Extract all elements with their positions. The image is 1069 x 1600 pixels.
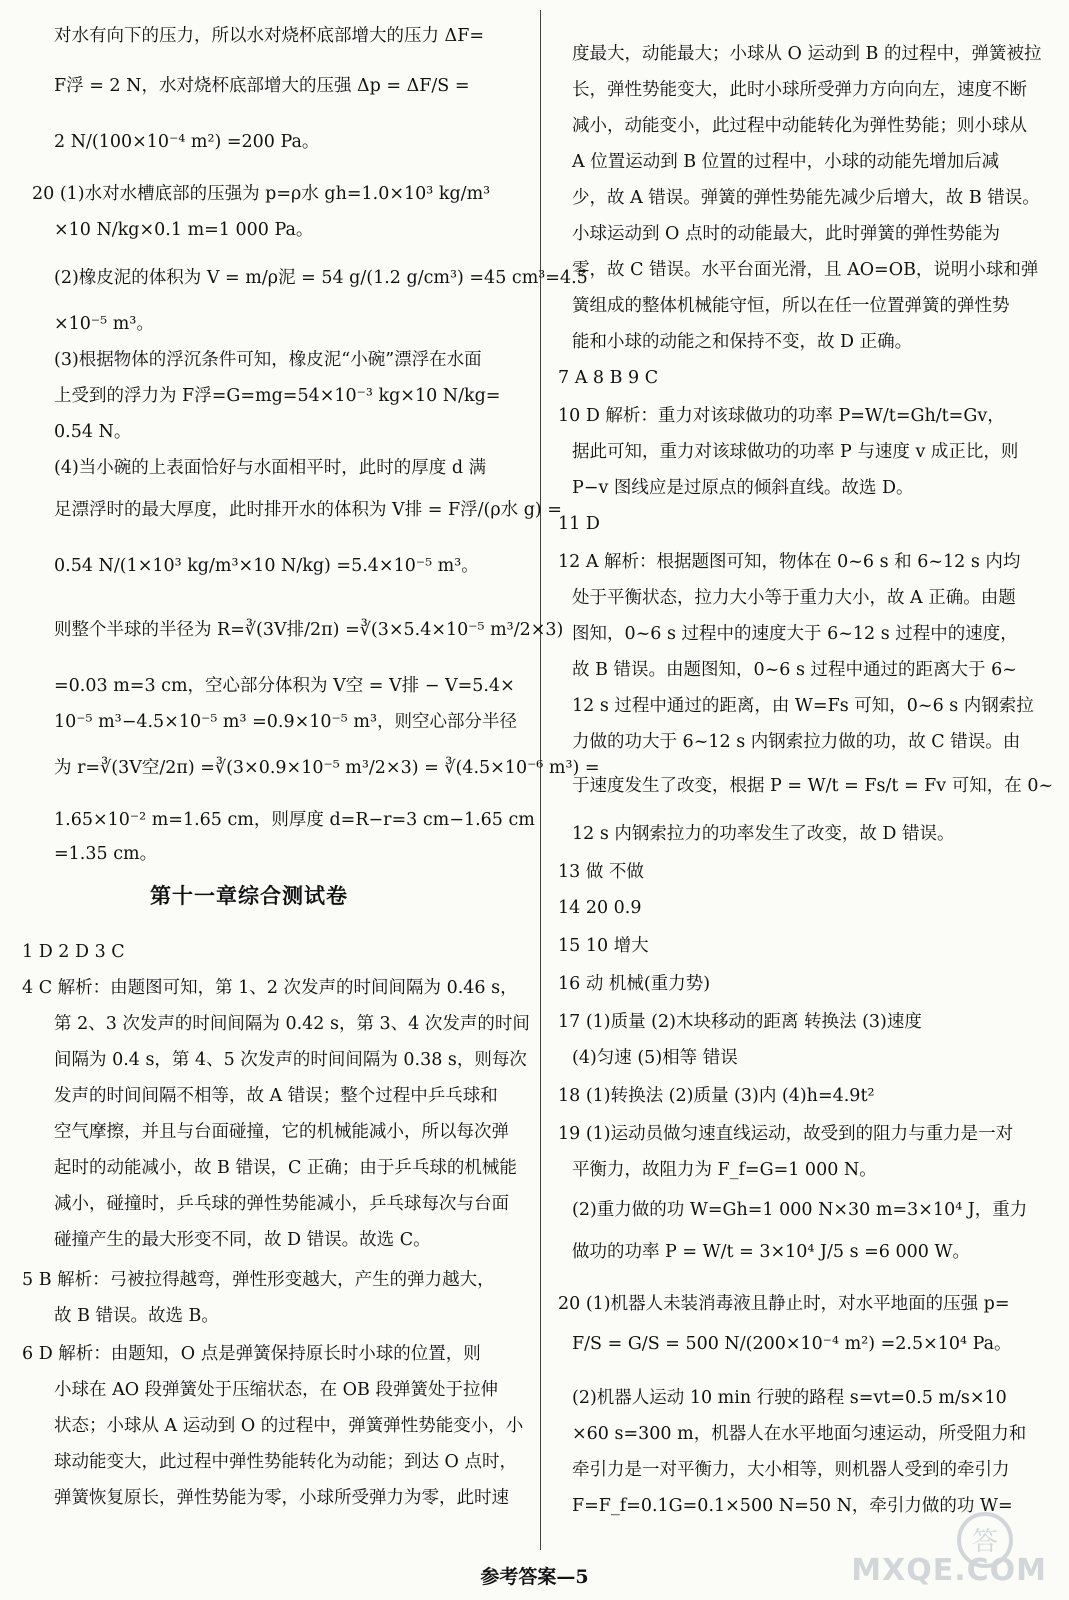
right-text-line: 减小，动能变小，此过程中动能转化为弹性势能；则小球从 bbox=[572, 116, 1027, 136]
left-text-line: 上受到的浮力为 F浮=G=mg=54×10⁻³ kg×10 N/kg= bbox=[54, 386, 501, 406]
right-text-line: 故 B 错误。由题图知，0~6 s 过程中通过的距离大于 6~ bbox=[572, 660, 1017, 680]
left-text-line: (4)当小碗的上表面恰好与水面相平时，此时的厚度 d 满 bbox=[54, 458, 487, 478]
left-text-line: 6 D 解析：由题知，O 点是弹簧保持原长时小球的位置，则 bbox=[22, 1344, 481, 1364]
svg-text:答: 答 bbox=[971, 1527, 999, 1557]
left-text-line: 第 2、3 次发声的时间间隔为 0.42 s，第 3、4 次发声的时间 bbox=[54, 1014, 530, 1034]
right-text-line: 12 s 内钢索拉力的功率发生了改变，故 D 错误。 bbox=[572, 824, 955, 844]
right-text-line: 力做的功大于 6~12 s 内钢索拉力做的功，故 C 错误。由 bbox=[572, 732, 1021, 752]
left-text-line: 20 (1)水对水槽底部的压强为 p=ρ水 gh=1.0×10³ kg/m³ bbox=[32, 184, 491, 204]
watermark-text: MXQE.COM bbox=[851, 1553, 1047, 1588]
left-text-line: 对水有向下的压力，所以水对烧杯底部增大的压力 ΔF= bbox=[54, 26, 485, 46]
right-text-line: 10 D 解析：重力对该球做功的功率 P=W/t=Gh/t=Gv， bbox=[558, 406, 1005, 426]
left-text-line: 足漂浮时的最大厚度，此时排开水的体积为 V排 = F浮/(ρ水 g) = bbox=[54, 500, 562, 520]
left-text-line: ×10 N/kg×0.1 m=1 000 Pa。 bbox=[54, 220, 314, 240]
column-divider bbox=[540, 10, 541, 1550]
left-text-line: 故 B 错误。故选 B。 bbox=[54, 1306, 219, 1326]
right-text-line: 小球运动到 O 点时的动能最大，此时弹簧的弹性势能为 bbox=[572, 224, 1000, 244]
left-text-line: 为 r=∛(3V空/2π) =∛(3×0.9×10⁻⁵ m³/2×3) = ∛(4.5×10⁻⁶ m³) = bbox=[54, 758, 600, 778]
left-text-line: 10⁻⁵ m³−4.5×10⁻⁵ m³ =0.9×10⁻⁵ m³，则空心部分半径 bbox=[54, 712, 517, 732]
chapter-title: 第十一章综合测试卷 bbox=[150, 883, 348, 908]
right-text-line: 长，弹性势能变大，此时小球所受弹力方向向左，速度不断 bbox=[572, 80, 1027, 100]
right-text-line: 19 (1)运动员做匀速直线运动，故受到的阻力与重力是一对 bbox=[558, 1124, 1014, 1144]
right-text-line: 零，故 C 错误。水平台面光滑，且 AO=OB，说明小球和弹 bbox=[572, 260, 1039, 280]
page-footer: 参考答案—5 bbox=[480, 1566, 589, 1588]
left-text-line: F浮 = 2 N，水对烧杯底部增大的压强 Δp = ΔF/S = bbox=[54, 76, 470, 96]
left-text-line: 0.54 N/(1×10³ kg/m³×10 N/kg) =5.4×10⁻⁵ m³。 bbox=[54, 556, 479, 576]
left-text-line: 减小，碰撞时，乒乓球的弹性势能减小，乒乓球每次与台面 bbox=[54, 1194, 509, 1214]
left-text-line: 间隔为 0.4 s，第 4、5 次发声的时间间隔为 0.38 s，则每次 bbox=[54, 1050, 527, 1070]
right-text-line: 15 10 增大 bbox=[558, 936, 649, 956]
right-text-line: (4)匀速 (5)相等 错误 bbox=[572, 1048, 738, 1068]
right-text-line: P−v 图线应是过原点的倾斜直线。故选 D。 bbox=[572, 478, 914, 498]
left-text-line: 2 N/(100×10⁻⁴ m²) =200 Pa。 bbox=[54, 132, 320, 152]
left-text-line: 球动能变大，此过程中弹性势能转化为动能；到达 O 点时， bbox=[54, 1452, 517, 1472]
right-text-line: 7 A 8 B 9 C bbox=[558, 368, 659, 388]
right-text-line: 于速度发生了改变，根据 P = W/t = Fs/t = Fv 可知，在 0~ bbox=[572, 776, 1054, 796]
right-text-line: 12 A 解析：根据题图可知，物体在 0~6 s 和 6~12 s 内均 bbox=[558, 552, 1021, 572]
right-text-line: 14 20 0.9 bbox=[558, 898, 642, 918]
right-text-line: 少，故 A 错误。弹簧的弹性势能先减少后增大，故 B 错误。 bbox=[572, 188, 1040, 208]
left-text-line: 0.54 N。 bbox=[54, 422, 132, 442]
left-text-line: 5 B 解析：弓被拉得越弯，弹性形变越大，产生的弹力越大， bbox=[22, 1270, 495, 1290]
right-text-line: A 位置运动到 B 位置的过程中，小球的动能先增加后减 bbox=[572, 152, 1000, 172]
right-text-line: 12 s 过程中通过的距离，由 W=Fs 可知，0~6 s 内钢索拉 bbox=[572, 696, 1034, 716]
left-text-line: 4 C 解析：由题图可知，第 1、2 次发声的时间间隔为 0.46 s， bbox=[22, 978, 518, 998]
right-text-line: 能和小球的动能之和保持不变，故 D 正确。 bbox=[572, 332, 913, 352]
right-text-line: (2)重力做的功 W=Gh=1 000 N×30 m=3×10⁴ J，重力 bbox=[572, 1200, 1028, 1220]
right-text-line: 20 (1)机器人未装消毒液且静止时，对水平地面的压强 p= bbox=[558, 1294, 1010, 1314]
left-text-line: 状态；小球从 A 运动到 O 的过程中，弹簧弹性势能变小，小 bbox=[54, 1416, 524, 1436]
right-text-line: 18 (1)转换法 (2)质量 (3)内 (4)h=4.9t² bbox=[558, 1086, 875, 1106]
right-text-line: 据此可知，重力对该球做功的功率 P 与速度 v 成正比，则 bbox=[572, 442, 1019, 462]
right-text-line: 平衡力，故阻力为 F_f=G=1 000 N。 bbox=[572, 1160, 877, 1180]
right-text-line: (2)机器人运动 10 min 行驶的路程 s=vt=0.5 m/s×10 bbox=[572, 1388, 1007, 1408]
left-text-line: 1 D 2 D 3 C bbox=[22, 942, 125, 962]
left-text-line: =0.03 m=3 cm，空心部分体积为 V空 = V排 − V=5.4× bbox=[54, 676, 515, 696]
right-text-line: 17 (1)质量 (2)木块移动的距离 转换法 (3)速度 bbox=[558, 1012, 922, 1032]
left-text-line: 弹簧恢复原长，弹性势能为零，小球所受弹力为零，此时速 bbox=[54, 1488, 509, 1508]
left-text-line: (3)根据物体的浮沉条件可知，橡皮泥“小碗”漂浮在水面 bbox=[54, 350, 482, 370]
right-text-line: 做功的功率 P = W/t = 3×10⁴ J/5 s =6 000 W。 bbox=[572, 1242, 970, 1262]
right-text-line: 13 做 不做 bbox=[558, 862, 644, 882]
left-text-line: 小球在 AO 段弹簧处于压缩状态，在 OB 段弹簧处于拉伸 bbox=[54, 1380, 498, 1400]
left-text-line: 碰撞产生的最大形变不同，故 D 错误。故选 C。 bbox=[54, 1230, 431, 1250]
right-text-line: F=F_f=0.1G=0.1×500 N=50 N，牵引力做的功 W= bbox=[572, 1496, 1013, 1516]
left-text-line: (2)橡皮泥的体积为 V = m/ρ泥 = 54 g/(1.2 g/cm³) =45 cm³=4.5 bbox=[54, 268, 588, 288]
watermark-logo bbox=[851, 1500, 1055, 1590]
left-text-line: 1.65×10⁻² m=1.65 cm，则厚度 d=R−r=3 cm−1.65 cm bbox=[54, 810, 535, 830]
right-text-line: 簧组成的整体机械能守恒，所以在任一位置弹簧的弹性势 bbox=[572, 296, 1010, 316]
right-text-line: F/S = G/S = 500 N/(200×10⁻⁴ m²) =2.5×10⁴ Pa。 bbox=[572, 1334, 1012, 1354]
right-text-line: 处于平衡状态，拉力大小等于重力大小，故 A 正确。由题 bbox=[572, 588, 1016, 608]
left-text-line: 起时的动能减小，故 B 错误，C 正确；由于乒乓球的机械能 bbox=[54, 1158, 517, 1178]
right-text-line: 11 D bbox=[558, 514, 600, 534]
left-text-line: 发声的时间间隔不相等，故 A 错误；整个过程中乒乓球和 bbox=[54, 1086, 498, 1106]
right-text-line: 牵引力是一对平衡力，大小相等，则机器人受到的牵引力 bbox=[572, 1460, 1010, 1480]
left-text-line: 空气摩擦，并且与台面碰撞，它的机械能减小，所以每次弹 bbox=[54, 1122, 509, 1142]
left-text-line: 则整个半球的半径为 R=∛(3V排/2π) =∛(3×5.4×10⁻⁵ m³/2×3) bbox=[54, 620, 564, 640]
right-text-line: 图知，0~6 s 过程中的速度大于 6~12 s 过程中的速度， bbox=[572, 624, 1018, 644]
right-text-line: 16 动 机械(重力势) bbox=[558, 974, 711, 994]
left-text-line: ×10⁻⁵ m³。 bbox=[54, 314, 154, 334]
left-text-line: =1.35 cm。 bbox=[54, 844, 158, 864]
right-text-line: 度最大，动能最大；小球从 O 运动到 B 的过程中，弹簧被拉 bbox=[572, 44, 1042, 64]
right-text-line: ×60 s=300 m，机器人在水平地面匀速运动，所受阻力和 bbox=[572, 1424, 1027, 1444]
